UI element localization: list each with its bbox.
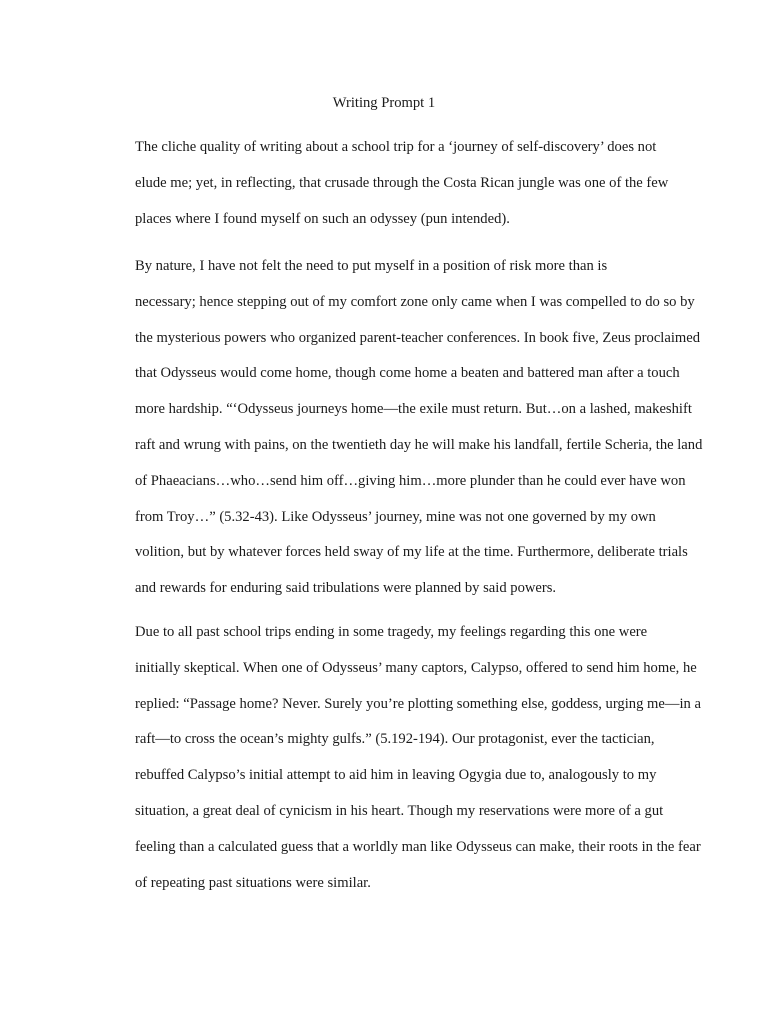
paragraph-line: volition, but by whatever forces held sway of my life at the time. Furthermore, deliberate trials [135,544,688,561]
paragraph-line: places where I found myself on such an odyssey (pun intended). [135,210,510,227]
paragraph-line: the mysterious powers who organized parent-teacher conferences. In book five, Zeus proclaimed [135,329,701,346]
paragraph-line: feeling than a calculated guess that a worldly man like Odysseus can make, their roots in the fear [135,838,701,855]
page-title: Writing Prompt 1 [332,95,436,111]
paragraph-line: By nature, I have not felt the need to put myself in a position of risk more than is [135,258,608,274]
paragraph-line: Due to all past school trips ending in some tragedy, my feelings regarding this one were [135,624,648,640]
paragraph-line: raft—to cross the ocean’s mighty gulfs.” (5.192-194). Our protagonist, ever the tactician, [135,731,655,748]
paragraph-line: elude me; yet, in reflecting, that crusade through the Costa Rican jungle was one of the few [135,174,669,191]
paragraph-line: The cliche quality of writing about a school trip for a ‘journey of self-discovery’ does not [135,139,657,155]
paragraph-2 [90,249,703,607]
paragraph-line: initially skeptical. When one of Odysseus’ many captors, Calypso, offered to send him home, he [135,659,697,676]
paragraph-1 [90,130,680,237]
paragraph-line: rebuffed Calypso’s initial attempt to aid him in leaving Ogygia due to, analogously to my [135,767,657,784]
paragraph-line: replied: “Passage home? Never. Surely you’re plotting something else, goddess, urging me—in a [135,695,701,712]
paragraph-line: raft and wrung with pains, on the twentieth day he will make his landfall, fertile Scheria, the land [135,436,703,453]
paragraph-3 [90,615,701,901]
paragraph-line: and rewards for enduring said tribulations were planned by said powers. [135,580,557,597]
paragraph-line: of Phaeacians…who…send him off…giving him…more plunder than he could ever have won [135,472,686,489]
paragraph-line: necessary; hence stepping out of my comfort zone only came when I was compelled to do so by [135,293,695,310]
paragraph-line: more hardship. “‘Odysseus journeys home—the exile must return. But…on a lashed, makeshift [135,401,692,418]
paragraph-line: that Odysseus would come home, though come home a beaten and battered man after a touch [135,365,680,382]
paragraph-line: situation, a great deal of cynicism in his heart. Though my reservations were more of a gut [135,802,664,819]
paragraph-line: of repeating past situations were similar. [135,874,371,891]
paragraph-line: from Troy…” (5.32-43). Like Odysseus’ journey, mine was not one governed by my own [135,508,656,525]
